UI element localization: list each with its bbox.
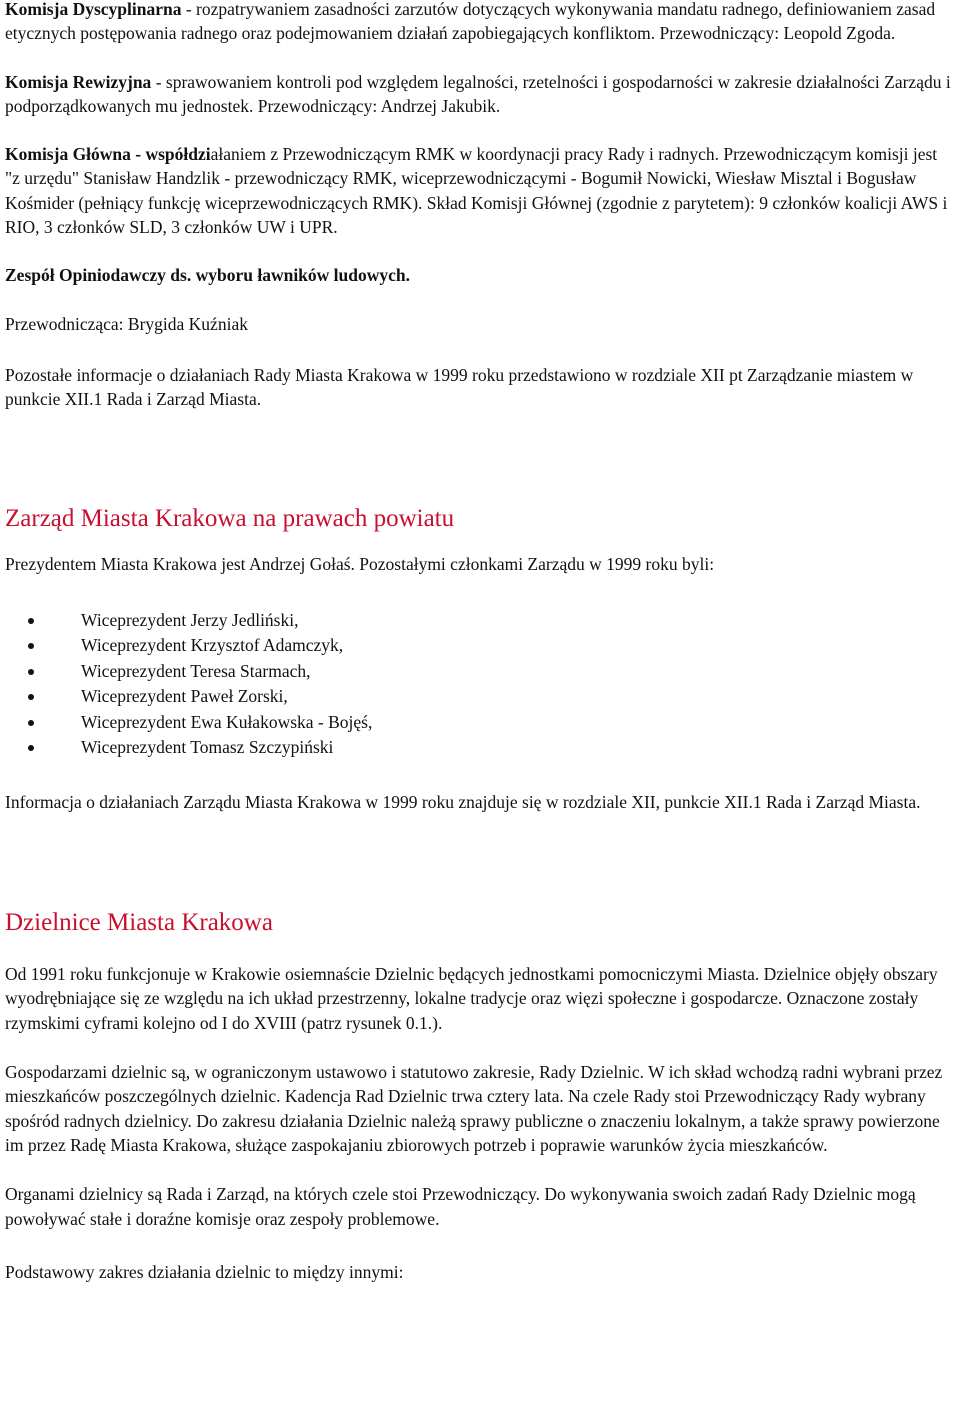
list-item: Wiceprezydent Ewa Kułakowska - Bojęś, (5, 710, 956, 736)
zarzad-info-paragraph: Informacja o działaniach Zarządu Miasta Krakowa w 1999 roku znajduje się w rozdziale XII, punkcie XII.1 Rada i Zarząd Miasta. (5, 791, 921, 812)
pozostale-informacje-paragraph: Pozostałe informacje o działaniach Rady Miasta Krakowa w 1999 roku przedstawiono w rozdziale XII pt Zarządzanie miastem w punkcie XII.1 Rada i Zarząd Miasta. (5, 364, 914, 410)
dzielnice-paragraph-4: Podstawowy zakres działania dzielnic to między innymi: (5, 1261, 404, 1282)
komisja-rewizyjna-text: - sprawowaniem kontroli pod względem legalności, rzetelności i gospodarności w zakresie działalności Zarządu i podporządkowanych mu jednostek. Przewodniczący: Andrzej Jakubik. (5, 71, 951, 116)
komisja-rewizyjna-name: Komisja Rewizyjna (5, 71, 152, 92)
komisja-dyscyplinarna-text: - rozpatrywaniem zasadności zarzutów dotyczących wykonywania mandatu radnego, definiowaniem zasad etycznych postępowania radnego oraz podejmowaniem działań zapobiegających konfliktom. Przewodniczący: Leopold Zgoda. (5, 0, 936, 44)
dzielnice-paragraph-2: Gospodarzami dzielnic są, w ograniczonym ustawowo i statutowo zakresie, Rady Dzielnic. W ich skład wchodzą radni wybrani przez mieszkańców poszczególnych dzielnic. Kadencja Rad Dzielnic trwa cztery lata. Na czele Rady stoi Przewodniczący Rady wybrany spośród radnych dzielnicy. Do zakresu działania Dzielnic należą sprawy publiczne o znaczeniu lokalnym, a także sprawy powierzone im przez Radę Miasta Krakowa, służące zaspokajaniu zbiorowych potrzeb i poprawie warunków życia mieszkańców. (5, 1062, 943, 1155)
zarzad-members-list (5, 608, 956, 761)
komisja-glowna-text: ałaniem z Przewodniczącym RMK w koordynacji pracy Rady i radnych. Przewodniczącym komisji jest "z urzędu" Stanisław Handzlik - przewodniczący RMK, wiceprzewodniczącymi - Bogumił Nowicki, Wiesław Misztal i Bogusław Kośmider (pełniący funkcję wiceprzewodniczących RMK). Skład Komisji Głównej (zgodnie z parytetem): 9 członków koalicji AWS i RIO, 3 członków SLD, 3 członków UW i UPR. (5, 144, 948, 238)
bullet-icon (28, 745, 34, 751)
list-item: Wiceprezydent Tomasz Szczypiński (5, 735, 956, 761)
bullet-icon (28, 720, 34, 726)
komisja-dyscyplinarna-paragraph (5, 0, 956, 46)
list-item: Wiceprezydent Paweł Zorski, (5, 684, 956, 710)
bullet-icon (28, 669, 34, 675)
zespol-opiniodawczy-title: Zespół Opiniodawczy ds. wyboru ławników ludowych. (5, 265, 411, 286)
komisja-glowna-name: Komisja Główna - współdzi (5, 144, 211, 165)
zarzad-heading: Zarząd Miasta Krakowa na prawach powiatu (5, 504, 455, 532)
komisja-glowna-paragraph (5, 142, 956, 239)
dzielnice-heading: Dzielnice Miasta Krakowa (5, 909, 273, 937)
list-item: Wiceprezydent Krzysztof Adamczyk, (5, 633, 956, 659)
list-item: Wiceprezydent Teresa Starmach, (5, 659, 956, 685)
bullet-icon (28, 618, 34, 624)
list-item: Wiceprezydent Jerzy Jedliński, (5, 608, 956, 634)
bullet-icon (28, 694, 34, 700)
dzielnice-paragraph-1: Od 1991 roku funkcjonuje w Krakowie osiemnaście Dzielnic będących jednostkami pomocniczymi Miasta. Dzielnice objęły obszary wyodrębniające się ze względu na ich układ przestrzenny, lokalne tradycje oraz więzi społeczne i gospodarcze. Oznaczone zostały rzymskimi cyframi kolejno od I do XVIII (patrz rysunek 0.1.). (5, 964, 938, 1033)
komisja-rewizyjna-paragraph (5, 70, 956, 119)
zespol-opiniodawczy-chair: Przewodnicząca: Brygida Kuźniak (5, 313, 248, 334)
zarzad-intro: Prezydentem Miasta Krakowa jest Andrzej Gołaś. Pozostałymi członkami Zarządu w 1999 roku byli: (5, 553, 715, 574)
dzielnice-paragraph-3: Organami dzielnicy są Rada i Zarząd, na których czele stoi Przewodniczący. Do wykonywania swoich zadań Rady Dzielnic mogą powoływać stałe i doraźne komisje oraz zespoły problemowe. (5, 1184, 916, 1229)
komisja-dyscyplinarna-name: Komisja Dyscyplinarna (5, 0, 182, 19)
bullet-icon (28, 643, 34, 649)
